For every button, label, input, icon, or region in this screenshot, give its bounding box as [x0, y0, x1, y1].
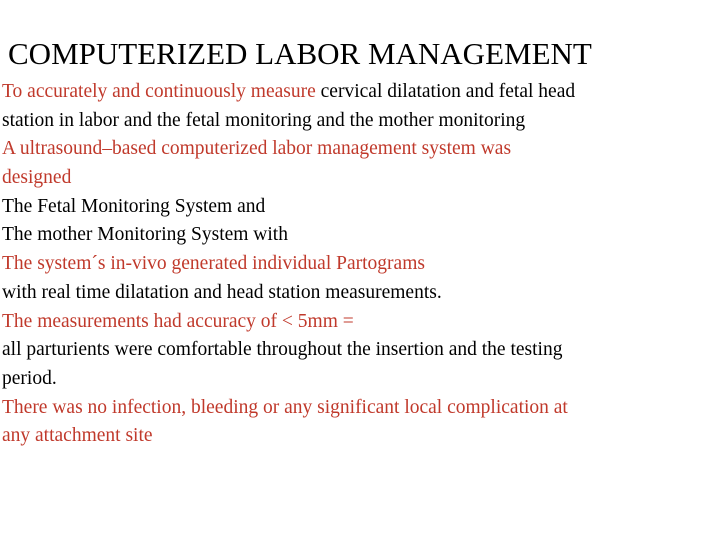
body-line-2: station in labor and the fetal monitoring and the mother monitoring: [2, 109, 526, 131]
body-line-4: designed: [2, 167, 72, 189]
body-line-5: The Fetal Monitoring System and: [2, 195, 266, 217]
body-line-3: A ultrasound–based computerized labor management system was: [2, 138, 512, 160]
slide-body: [2, 78, 718, 451]
body-line-7: The system´s in-vivo generated individual Partograms: [2, 253, 425, 275]
slide-title: COMPUTERIZED LABOR MANAGEMENT: [8, 36, 592, 71]
body-line-10: all parturients were comfortable throughout the insertion and the testing: [2, 339, 563, 361]
body-line-13: any attachment site: [2, 425, 153, 447]
body-line-11: period.: [2, 367, 57, 389]
body-line-12: There was no infection, bleeding or any significant local complication at: [2, 396, 568, 418]
body-line-6: The mother Monitoring System with: [2, 224, 288, 246]
body-line-1-black-text: cervical dilatation and fetal head: [315, 81, 576, 102]
body-line-9: The measurements had accuracy of < 5mm =: [2, 310, 354, 332]
body-line-8: with real time dilatation and head station measurements.: [2, 281, 442, 303]
body-line-1: [2, 78, 718, 107]
body-line-1-red-text: To accurately and continuously measure: [2, 81, 316, 102]
